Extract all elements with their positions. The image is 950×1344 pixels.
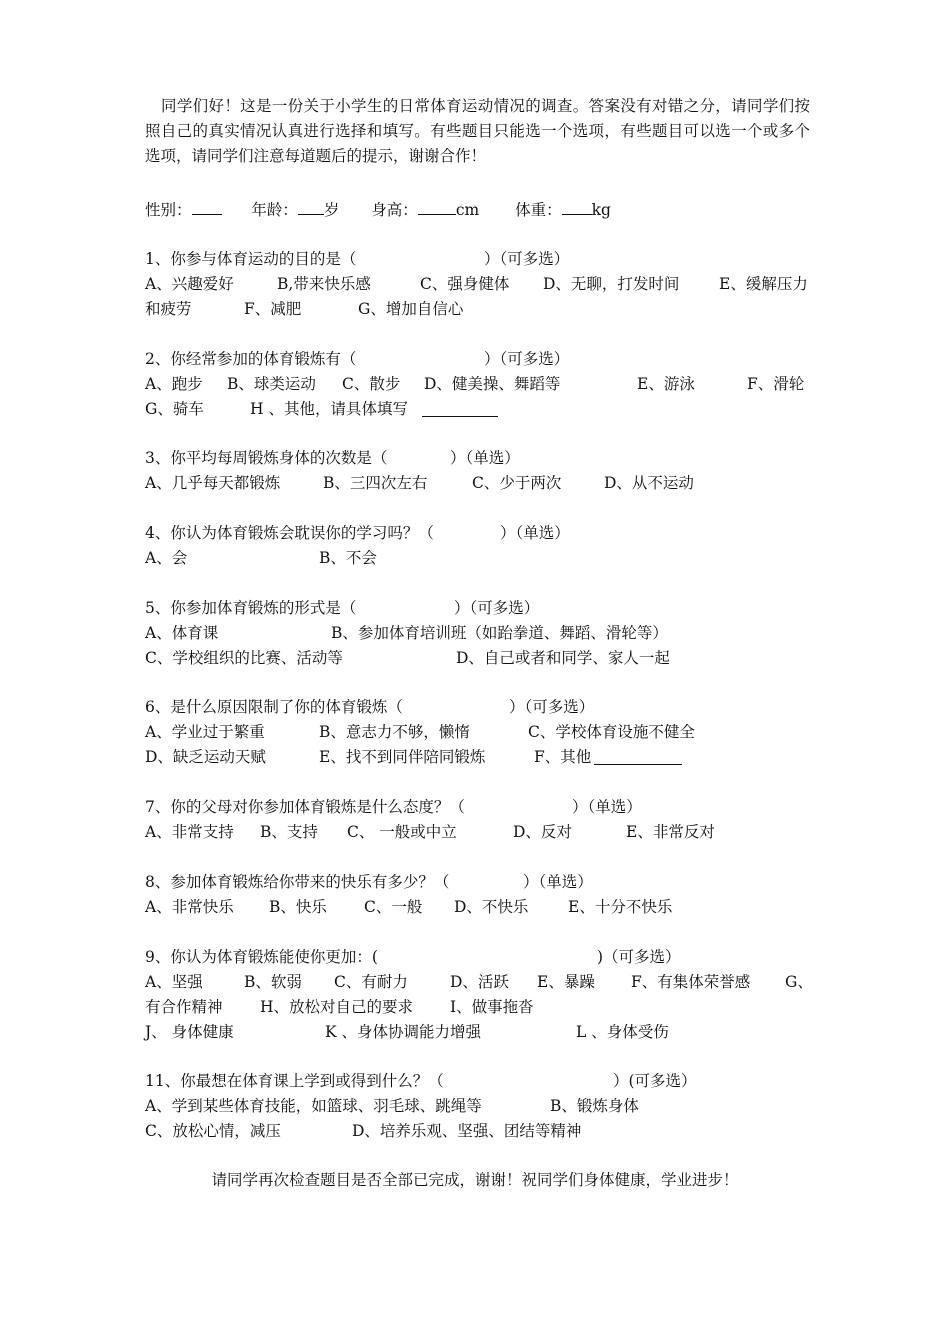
age-unit: 岁	[323, 201, 340, 219]
option[interactable]: B,带来快乐感	[277, 275, 371, 293]
weight-blank[interactable]	[562, 198, 592, 215]
option[interactable]: C、散步	[342, 375, 401, 393]
option[interactable]: A、学业过于繁重	[145, 723, 265, 741]
option[interactable]: A、非常支持	[145, 823, 234, 841]
gender-label: 性别：	[145, 201, 192, 219]
question-title: 4、你认为体育锻炼会耽误你的学习吗？（	[145, 524, 434, 542]
option[interactable]: B、快乐	[269, 898, 327, 916]
question-title: 7、你的父母对你参加体育锻炼是什么态度？（	[145, 798, 465, 816]
option-continued: 和疲劳	[145, 300, 192, 318]
question-5	[145, 596, 815, 671]
option-continued: 有合作精神	[145, 998, 223, 1016]
option[interactable]: B、不会	[319, 549, 377, 567]
option[interactable]: C、放松心情，减压	[145, 1122, 281, 1140]
option[interactable]: A、跑步	[145, 375, 203, 393]
option[interactable]: A、非常快乐	[145, 898, 234, 916]
option[interactable]: E、暴躁	[537, 973, 595, 991]
option[interactable]: C、少于两次	[472, 474, 562, 492]
option[interactable]: D、无聊，打发时间	[543, 275, 680, 293]
option[interactable]: B、锻炼身体	[550, 1097, 639, 1115]
option[interactable]: D、缺乏运动天赋	[145, 748, 266, 766]
question-8	[145, 870, 815, 920]
option[interactable]: A、几乎每天都锻炼	[145, 474, 281, 492]
option[interactable]: G、	[785, 973, 813, 991]
question-hint: ）（单选）	[500, 524, 570, 542]
height-blank[interactable]	[418, 198, 456, 215]
question-hint: ）（可多选）	[484, 350, 570, 368]
question-1	[145, 247, 815, 322]
option[interactable]: C、 一般或中立	[347, 823, 457, 841]
option[interactable]: F、有集体荣誉感	[631, 973, 751, 991]
option[interactable]: B、支持	[260, 823, 318, 841]
question-11	[145, 1069, 815, 1144]
option[interactable]: D、不快乐	[454, 898, 529, 916]
question-title: 9、你认为体育锻炼能使你更加：(	[145, 948, 378, 966]
option[interactable]: B、意志力不够，懒惰	[319, 723, 470, 741]
option[interactable]: E、十分不快乐	[568, 898, 673, 916]
question-7	[145, 795, 815, 845]
option[interactable]: B、软弱	[244, 973, 302, 991]
option[interactable]: F、其他	[534, 748, 592, 766]
option[interactable]: K 、身体协调能力增强	[325, 1023, 482, 1041]
option[interactable]: J、 身体健康	[145, 1023, 234, 1041]
question-hint: ）(可多选）	[613, 1072, 697, 1090]
question-2	[145, 347, 815, 422]
option[interactable]: C、学校体育设施不健全	[528, 723, 695, 741]
option[interactable]: A、体育课	[145, 624, 219, 642]
option[interactable]: C、强身健体	[420, 275, 510, 293]
question-4	[145, 521, 815, 571]
question-hint: )（可多选）	[597, 948, 681, 966]
question-title: 5、你参加体育锻炼的形式是（	[145, 599, 357, 617]
question-hint: ）（可多选）	[509, 698, 595, 716]
option[interactable]: B、三四次左右	[323, 474, 428, 492]
option[interactable]: D、反对	[513, 823, 572, 841]
option[interactable]: F、减肥	[244, 300, 302, 318]
option[interactable]: G、增加自信心	[358, 300, 464, 318]
question-title: 11、你最想在体育课上学到或得到什么？（	[145, 1072, 444, 1090]
age-label: 年龄：	[251, 201, 298, 219]
option[interactable]: A、兴趣爱好	[145, 275, 234, 293]
question-hint: ）（可多选）	[484, 250, 570, 268]
option[interactable]: C、有耐力	[334, 973, 408, 991]
fill-in-blank[interactable]	[422, 399, 498, 417]
gender-blank[interactable]	[192, 198, 222, 215]
option[interactable]: B、参加体育培训班（如跆拳道、舞蹈、滑轮等）	[331, 624, 668, 642]
weight-label: 体重：	[515, 201, 562, 219]
height-unit: cm	[455, 201, 480, 219]
option[interactable]: I、做事拖沓	[450, 998, 534, 1016]
option[interactable]: A、会	[145, 549, 188, 567]
option[interactable]: F、滑轮	[747, 375, 805, 393]
option[interactable]: A、坚强	[145, 973, 203, 991]
option[interactable]: L 、身体受伤	[576, 1023, 669, 1041]
option[interactable]: E、非常反对	[626, 823, 715, 841]
question-9	[145, 945, 815, 1045]
question-hint: ）（可多选）	[454, 599, 540, 617]
option[interactable]: D、自己或者和同学、家人一起	[456, 649, 670, 667]
question-title: 6、是什么原因限制了你的体育锻炼（	[145, 698, 403, 716]
option[interactable]: E、缓解压力	[719, 275, 808, 293]
personal-info-row	[145, 198, 611, 223]
option[interactable]: C、一般	[364, 898, 423, 916]
option[interactable]: H、放松对自己的要求	[260, 998, 414, 1016]
option[interactable]: D、从不运动	[604, 474, 694, 492]
question-title: 2、你经常参加的体育锻炼有（	[145, 350, 357, 368]
question-title: 3、你平均每周锻炼身体的次数是（	[145, 449, 388, 467]
closing-note: 请同学再次检查题目是否全部已完成，谢谢！祝同学们身体健康，学业进步！	[211, 1171, 739, 1189]
option[interactable]: H 、其他，请具体填写	[250, 400, 408, 418]
option[interactable]: C、学校组织的比赛、活动等	[145, 649, 343, 667]
option[interactable]: E、游泳	[637, 375, 695, 393]
option[interactable]: B、球类运动	[227, 375, 316, 393]
option[interactable]: E、找不到同伴陪同锻炼	[319, 748, 486, 766]
question-hint: ）（单选）	[523, 873, 593, 891]
question-hint: ）（单选）	[450, 449, 520, 467]
option[interactable]: D、活跃	[450, 973, 509, 991]
option[interactable]: G、骑车	[145, 400, 204, 418]
weight-unit: kg	[591, 201, 611, 219]
intro-paragraph: 同学们好！这是一份关于小学生的日常体育运动情况的调查。答案没有对错之分，请同学们按照自己的真实情况认真进行选择和填写。有些题目只能选一个选项，有些题目可以选一个或多个选项，请同学们注意每道题后的提示，谢谢合作！	[145, 97, 810, 165]
option[interactable]: A、学到某些体育技能，如篮球、羽毛球、跳绳等	[145, 1097, 482, 1115]
question-title: 1、你参与体育运动的目的是（	[145, 250, 357, 268]
question-title: 8、参加体育锻炼给你带来的快乐有多少？（	[145, 873, 450, 891]
question-3	[145, 446, 815, 496]
fill-in-blank[interactable]	[594, 747, 682, 765]
question-6	[145, 695, 815, 770]
option[interactable]: D、培养乐观、坚强、团结等精神	[352, 1122, 582, 1140]
option[interactable]: D、健美操、舞蹈等	[424, 375, 561, 393]
height-label: 身高：	[371, 201, 418, 219]
question-hint: ）（单选）	[572, 798, 642, 816]
age-blank[interactable]	[298, 198, 324, 215]
